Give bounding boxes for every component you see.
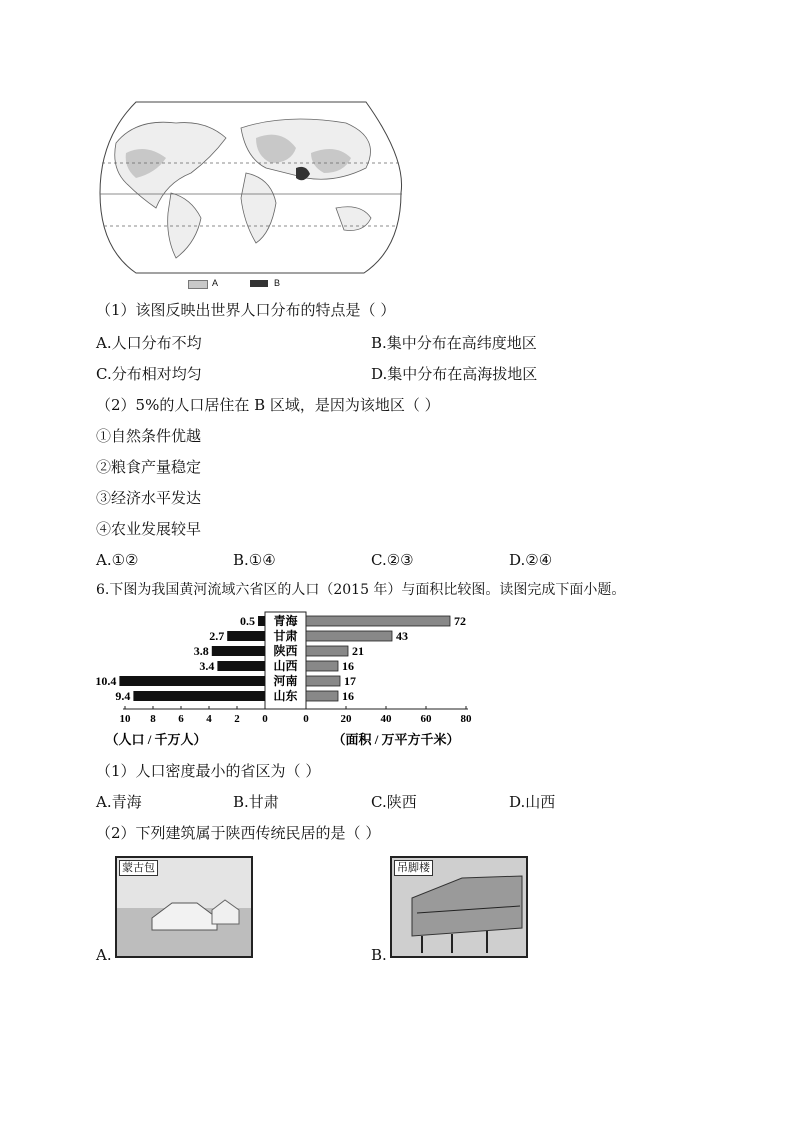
stilt-house-photo[interactable]: [390, 856, 528, 958]
q5-statement-1: ①自然条件优越: [96, 427, 202, 445]
right-axis-title: （面积 / 万平方千米）: [332, 732, 460, 747]
q5-sub1-question: （1）该图反映出世界人口分布的特点是（ ）: [96, 301, 396, 319]
photo-label-yurt: 蒙古包: [119, 860, 158, 876]
world-population-map: [96, 98, 406, 290]
category-label-4: 河南: [273, 674, 298, 688]
q5-sub2-option-d[interactable]: D.②④: [509, 551, 553, 569]
area-value-label-2: 21: [352, 644, 364, 658]
left-tick-label-2: 6: [178, 713, 184, 725]
population-bar-4: [119, 676, 265, 686]
q6-sub1-option-a[interactable]: A.青海: [96, 793, 142, 811]
photo-label-stilt-house: 吊脚楼: [394, 860, 433, 876]
population-value-label-1: 2.7: [209, 629, 225, 643]
q6-sub1-option-d[interactable]: D.山西: [509, 793, 556, 811]
left-tick-label-1: 8: [150, 713, 156, 725]
mongolian-yurt-photo[interactable]: [115, 856, 253, 958]
area-bar-5: [306, 691, 338, 701]
area-bar-3: [306, 661, 338, 671]
q5-statement-3: ③经济水平发达: [96, 489, 202, 507]
legend-swatch-a: [188, 280, 208, 289]
q6-sub2-option-b[interactable]: B.: [371, 946, 387, 964]
q5-statement-2: ②粮食产量稳定: [96, 458, 202, 476]
map-legend: [188, 278, 318, 290]
q5-sub1-option-d[interactable]: D.集中分布在高海拔地区: [371, 365, 538, 383]
right-tick-label-2: 40: [380, 713, 392, 725]
area-bar-4: [306, 676, 340, 686]
left-tick-label-3: 4: [206, 713, 212, 725]
population-value-label-5: 9.4: [115, 689, 131, 703]
population-value-label-3: 3.4: [199, 659, 215, 673]
area-value-label-4: 17: [344, 674, 356, 688]
population-bar-2: [212, 646, 265, 656]
q6-sub1-question: （1）人口密度最小的省区为（ ）: [96, 762, 321, 780]
right-tick-label-4: 80: [460, 713, 472, 725]
population-bar-3: [217, 661, 265, 671]
world-map-svg: [96, 98, 406, 290]
population-value-label-0: 0.5: [240, 614, 255, 628]
q6-sub2-question: （2）下列建筑属于陕西传统民居的是（ ）: [96, 824, 381, 842]
area-bar-0: [306, 616, 450, 626]
right-tick-label-3: 60: [420, 713, 432, 725]
q5-sub2-option-a[interactable]: A.①②: [96, 551, 139, 569]
population-bar-5: [133, 691, 265, 701]
area-value-label-1: 43: [396, 629, 408, 643]
population-value-label-4: 10.4: [96, 674, 117, 688]
legend-label-a: A: [212, 278, 219, 288]
left-axis-title: （人口 / 千万人）: [105, 732, 207, 747]
q5-sub1-option-b[interactable]: B.集中分布在高纬度地区: [371, 334, 537, 352]
category-label-0: 青海: [273, 614, 298, 628]
q5-sub1-option-c[interactable]: C.分布相对均匀: [96, 365, 202, 383]
category-label-3: 山西: [273, 659, 298, 673]
population-bar-1: [227, 631, 265, 641]
category-label-5: 山东: [273, 689, 298, 703]
area-value-label-0: 72: [454, 614, 466, 628]
category-label-2: 陕西: [273, 644, 298, 658]
q6-sub2-option-a[interactable]: A.: [96, 946, 112, 964]
chart-svg: [96, 608, 496, 753]
right-tick-label-1: 20: [340, 713, 352, 725]
q5-sub2-question: （2）5%的人口居住在 B 区域，是因为该地区（ ）: [96, 396, 440, 414]
legend-swatch-b: [250, 280, 268, 287]
q6-sub1-option-c[interactable]: C.陕西: [371, 793, 417, 811]
legend-label-b: B: [274, 278, 281, 288]
area-bar-2: [306, 646, 348, 656]
left-tick-label-0: 10: [119, 713, 131, 725]
left-tick-label-5: 0: [262, 713, 268, 725]
population-area-chart: [96, 608, 496, 753]
q6-stem: 6.下图为我国黄河流域六省区的人口（2015 年）与面积比较图。读图完成下面小题。: [96, 582, 626, 598]
population-bar-0: [258, 616, 265, 626]
right-tick-label-0: 0: [303, 713, 309, 725]
area-value-label-3: 16: [342, 659, 354, 673]
category-label-1: 甘肃: [273, 629, 298, 643]
q6-sub1-option-b[interactable]: B.甘肃: [233, 793, 279, 811]
q5-sub2-option-b[interactable]: B.①④: [233, 551, 276, 569]
area-bar-1: [306, 631, 392, 641]
population-value-label-2: 3.8: [193, 644, 209, 658]
q5-sub1-option-a[interactable]: A.人口分布不均: [96, 334, 202, 352]
left-tick-label-4: 2: [234, 713, 240, 725]
area-value-label-5: 16: [342, 689, 354, 703]
q5-statement-4: ④农业发展较早: [96, 520, 202, 538]
q5-sub2-option-c[interactable]: C.②③: [371, 551, 414, 569]
